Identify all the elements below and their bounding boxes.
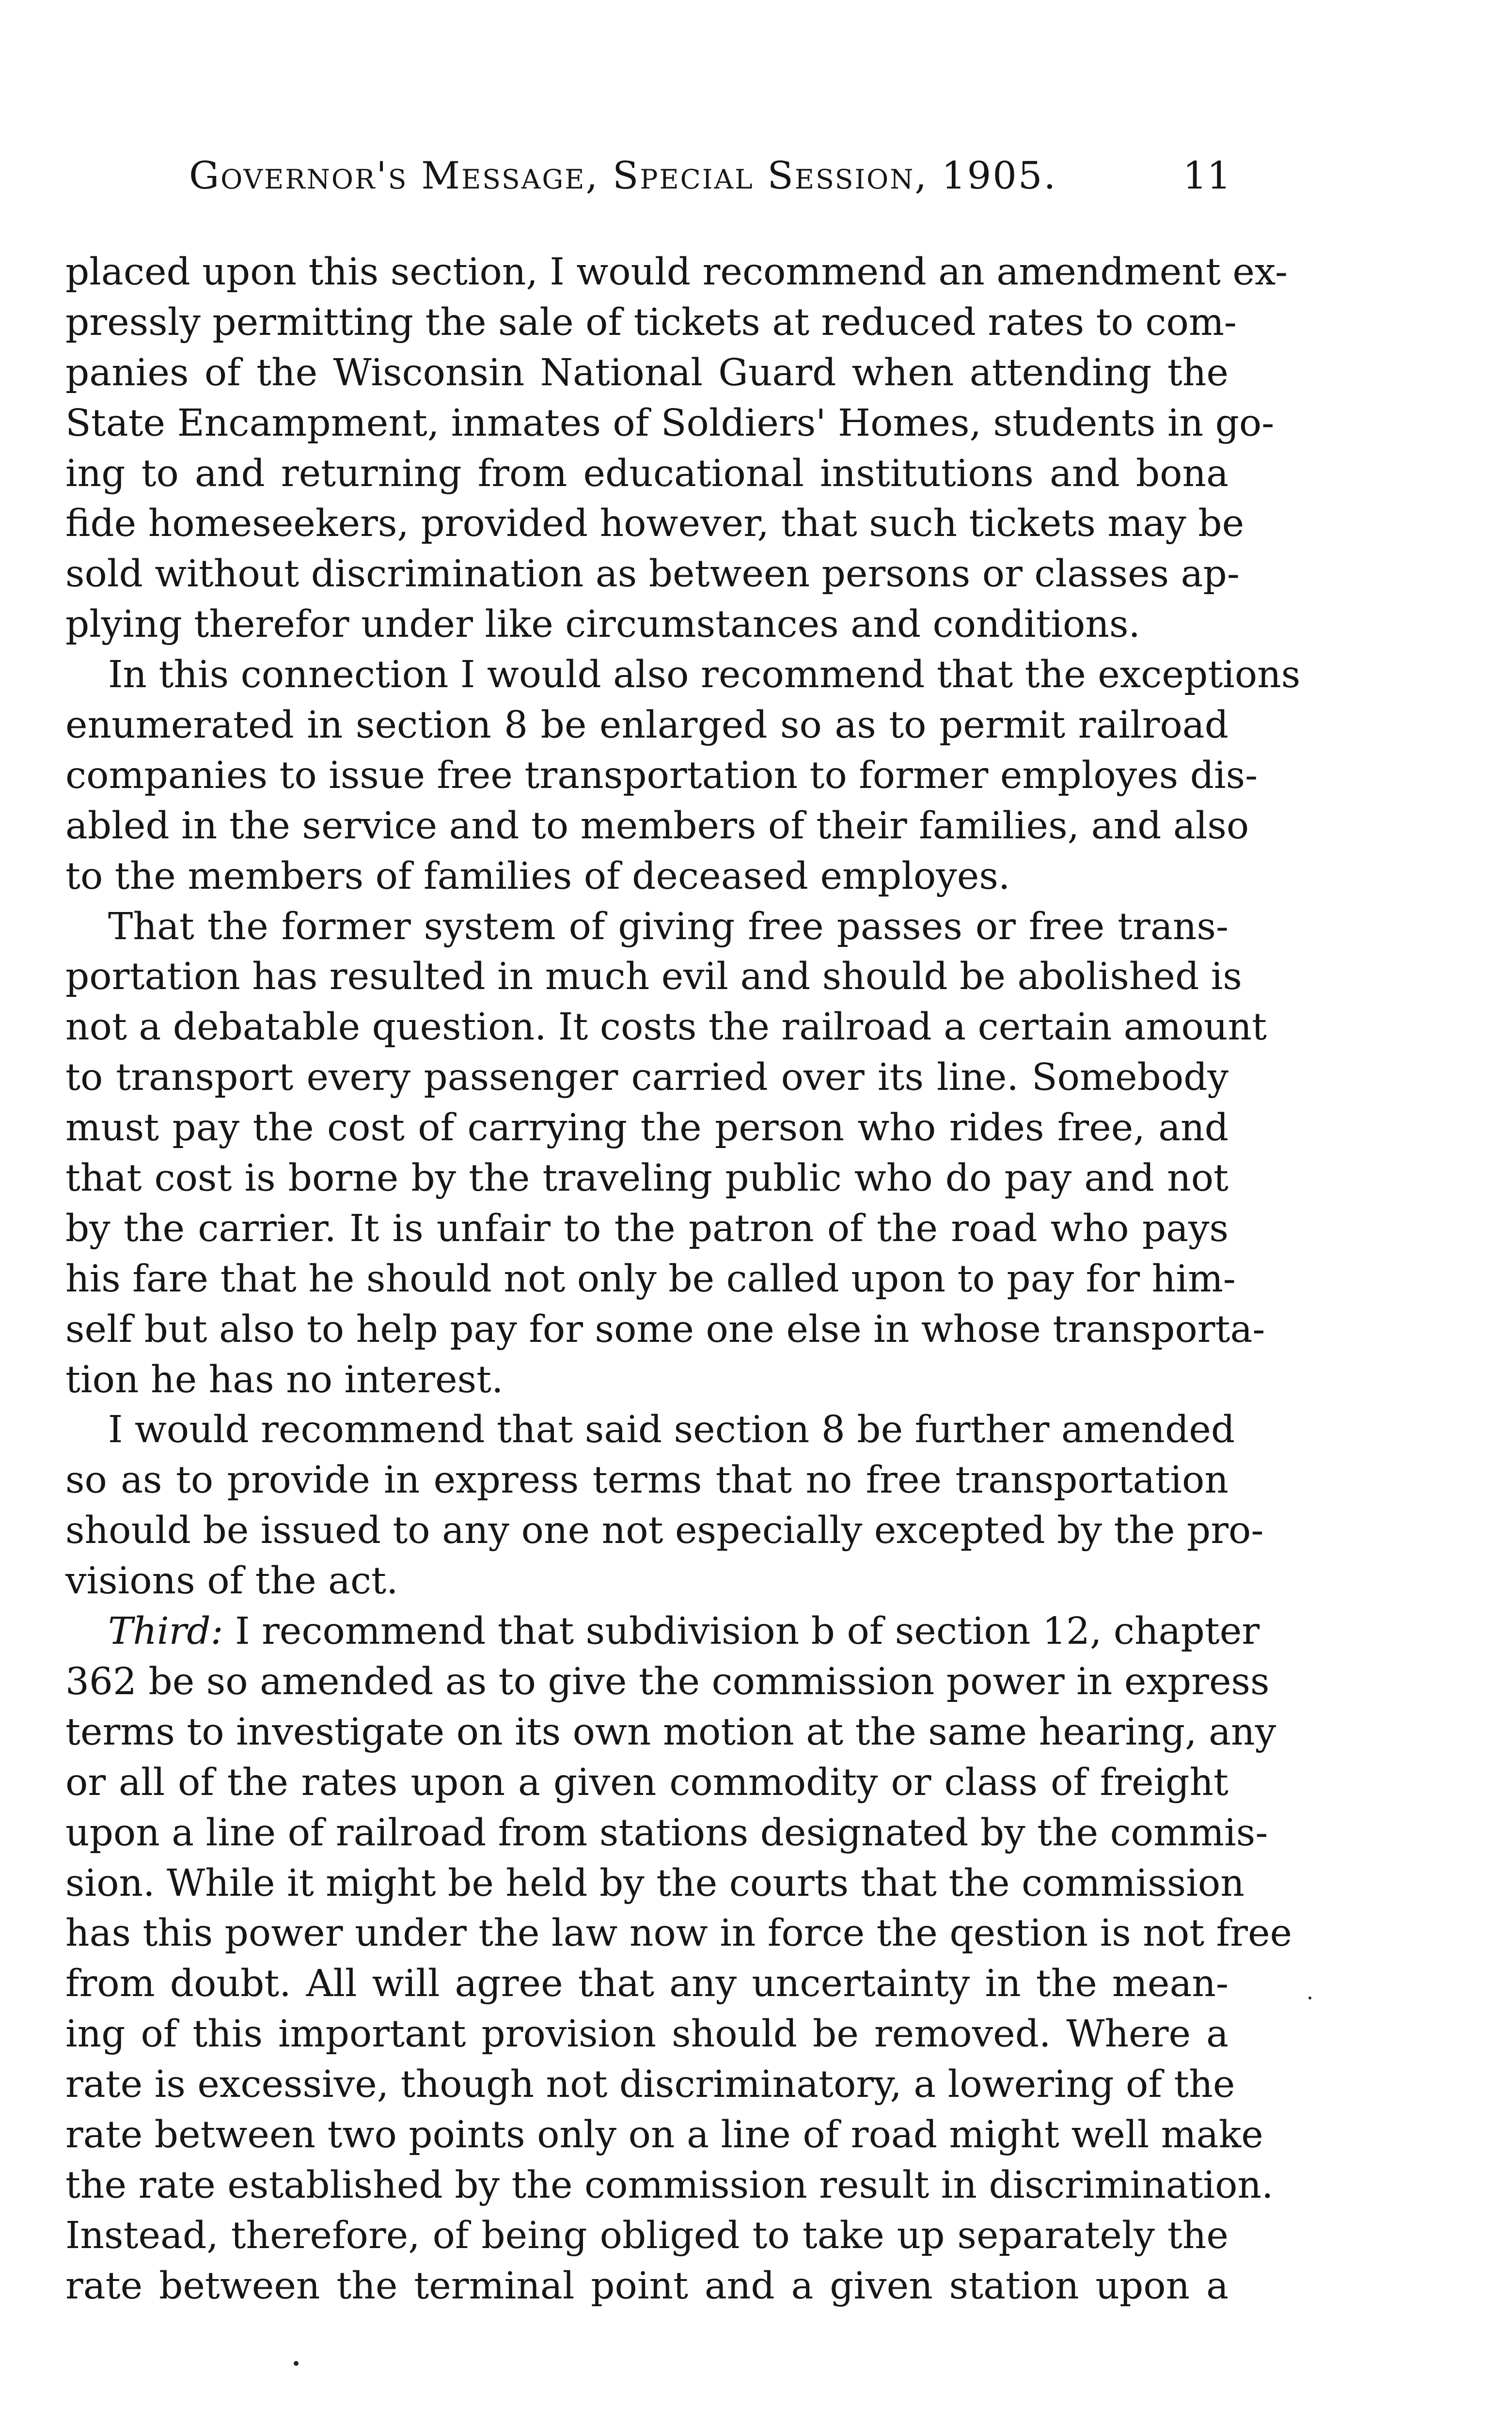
text-line: enumerated in section 8 be enlarged so as to permit railroad	[65, 704, 1228, 747]
paragraph-first-line	[65, 1606, 1260, 1657]
text-line: ing to and returning from educational institutions and bona	[65, 452, 1228, 495]
paragraph-first-line: That the former system of giving free passes or free trans-	[108, 905, 1228, 948]
text-line: ing of this important provision should be removed. Where a	[65, 2013, 1228, 2056]
third-label: Third:	[108, 1610, 223, 1653]
text-line: Instead, therefore, of being obliged to take up separately the	[65, 2214, 1228, 2257]
paragraph-first-line: In this connection I would also recommend that the exceptions	[108, 653, 1301, 697]
text-line: rate between the terminal point and a given station upon a	[65, 2264, 1228, 2308]
text-line: companies to issue free transportation to former employes dis-	[65, 754, 1258, 797]
print-speck	[294, 2361, 299, 2366]
text-line: not a debatable question. It costs the railroad a certain amount	[65, 1006, 1267, 1049]
text-line: sion. While it might be held by the courts that the commission	[65, 1861, 1244, 1905]
text-line: his fare that he should not only be called upon to pay for him-	[65, 1257, 1236, 1301]
text-line: must pay the cost of carrying the person who rides free, and	[65, 1106, 1228, 1150]
running-title: Governor's Message, Special Session, 1905.	[189, 154, 1057, 198]
text-line: portation has resulted in much evil and should be abolished is	[65, 955, 1242, 999]
text-line: upon a line of railroad from stations designated by the commis-	[65, 1811, 1268, 1855]
text-line: panies of the Wisconsin National Guard when attending the	[65, 351, 1228, 394]
text-line: has this power under the law now in force the qestion is not free	[65, 1912, 1292, 1955]
text-line: terms to investigate on its own motion at the same hearing, any	[65, 1710, 1276, 1754]
text-line: sold without discrimination as between persons or classes ap-	[65, 552, 1240, 596]
text-line: plying therefor under like circumstances and conditions.	[65, 603, 1140, 646]
text-line: rate is excessive, though not discriminatory, a lowering of the	[65, 2063, 1235, 2107]
text-line: by the carrier. It is unfair to the patron of the road who pays	[65, 1207, 1228, 1250]
text-line: should be issued to any one not especially excepted by the pro-	[65, 1509, 1264, 1553]
body-text	[65, 247, 1301, 2312]
text-line: from doubt. All will agree that any uncertainty in the mean-	[65, 1962, 1228, 2006]
text-line: tion he has no interest.	[65, 1358, 504, 1401]
text-line: or all of the rates upon a given commodity or class of freight	[65, 1761, 1228, 1804]
text-line: the rate established by the commission result in discrimination.	[65, 2163, 1274, 2207]
running-head	[189, 154, 1231, 207]
page-number: 11	[1182, 154, 1231, 198]
print-speck	[1308, 1997, 1311, 1999]
third-text: I recommend that subdivision b of section 12, chapter	[235, 1610, 1260, 1653]
paragraph-first-line: I would recommend that said section 8 be further amended	[108, 1408, 1235, 1452]
text-line: rate between two points only on a line of road might well make	[65, 2113, 1263, 2156]
text-line: State Encampment, inmates of Soldiers' Homes, students in go-	[65, 401, 1275, 445]
text-line: so as to provide in express terms that no free transportation	[65, 1459, 1228, 1502]
text-line: 362 be so amended as to give the commission power in express	[65, 1660, 1270, 1703]
text-line: placed upon this section, I would recommend an amendment ex-	[65, 251, 1288, 294]
text-line: to the members of families of deceased employes.	[65, 854, 1010, 898]
text-line: pressly permitting the sale of tickets at reduced rates to com-	[65, 300, 1237, 344]
text-line: abled in the service and to members of their families, and also	[65, 804, 1249, 848]
text-line: self but also to help pay for some one else in whose transporta-	[65, 1307, 1265, 1351]
text-line: to transport every passenger carried over its line. Somebody	[65, 1056, 1228, 1100]
text-line: that cost is borne by the traveling public who do pay and not	[65, 1157, 1228, 1200]
text-line: fide homeseekers, provided however, that such tickets may be	[65, 502, 1244, 546]
text-line: visions of the act.	[65, 1559, 398, 1603]
